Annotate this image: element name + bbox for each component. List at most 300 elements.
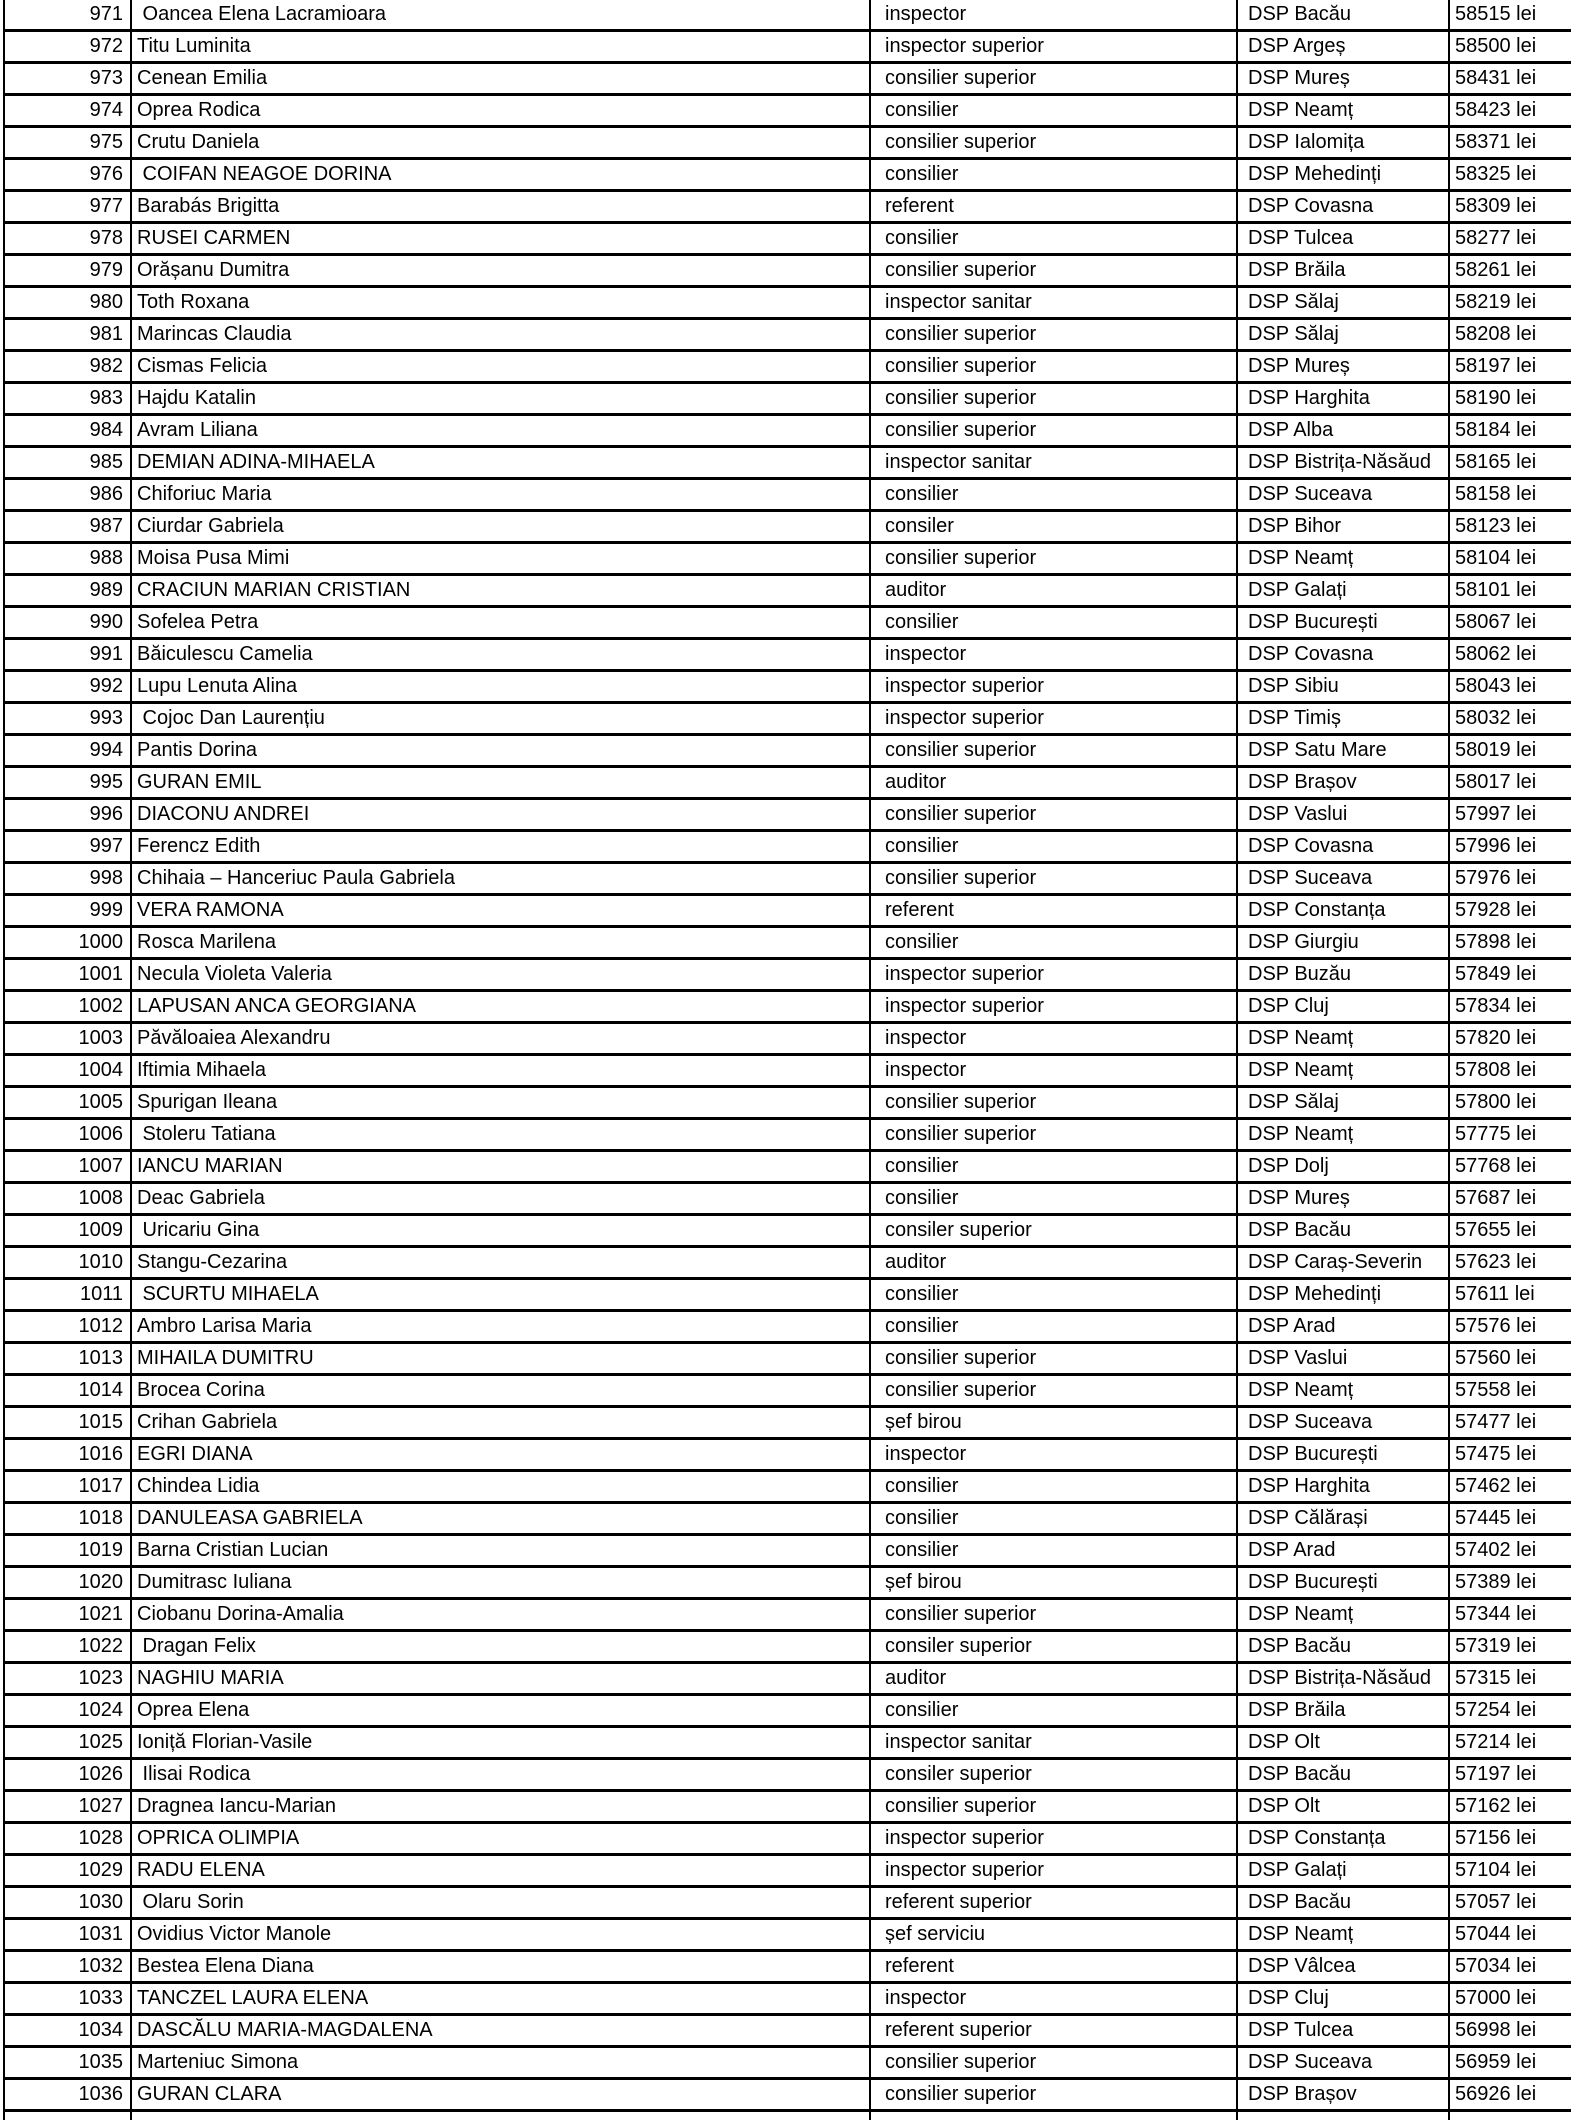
institution-cell: DSP Tulcea: [1237, 223, 1449, 255]
institution-cell: DSP Constanța: [1237, 1823, 1449, 1855]
institution-cell: DSP București: [1237, 1439, 1449, 1471]
row-number-cell: 1027: [4, 1791, 131, 1823]
salary-cell: 58309 lei: [1449, 191, 1571, 223]
salary-cell: 57000 lei: [1449, 1983, 1571, 2015]
name-cell: Oancea Elena Lacramioara: [131, 0, 870, 31]
row-number-cell: 1020: [4, 1567, 131, 1599]
institution-cell: [1237, 2111, 1449, 2120]
name-cell: Dragan Felix: [131, 1631, 870, 1663]
table-row: [4, 319, 1571, 351]
position-cell: consilier superior: [870, 2047, 1237, 2079]
salary-cell: 57976 lei: [1449, 863, 1571, 895]
table-row: [4, 1631, 1571, 1663]
institution-cell: DSP Tulcea: [1237, 2015, 1449, 2047]
institution-cell: DSP Călărași: [1237, 1503, 1449, 1535]
row-number-cell: 984: [4, 415, 131, 447]
table-row: [4, 1055, 1571, 1087]
institution-cell: DSP Ialomița: [1237, 127, 1449, 159]
table-row: [4, 1247, 1571, 1279]
table-row: [4, 1343, 1571, 1375]
name-cell: NAGHIU MARIA: [131, 1663, 870, 1695]
row-number-cell: 1018: [4, 1503, 131, 1535]
row-number-cell: 1011: [4, 1279, 131, 1311]
row-number-cell: 1013: [4, 1343, 131, 1375]
row-number-cell: 992: [4, 671, 131, 703]
position-cell: referent: [870, 191, 1237, 223]
institution-cell: DSP Covasna: [1237, 639, 1449, 671]
salary-cell: 57044 lei: [1449, 1919, 1571, 1951]
row-number-cell: 985: [4, 447, 131, 479]
row-number-cell: 999: [4, 895, 131, 927]
salary-cell: 58219 lei: [1449, 287, 1571, 319]
row-number-cell: 998: [4, 863, 131, 895]
salary-cell: 57687 lei: [1449, 1183, 1571, 1215]
position-cell: inspector: [870, 0, 1237, 31]
position-cell: consilier: [870, 1183, 1237, 1215]
name-cell: Marteniuc Simona: [131, 2047, 870, 2079]
name-cell: Crihan Gabriela: [131, 1407, 870, 1439]
name-cell: Chindea Lidia: [131, 1471, 870, 1503]
salary-cell: 57057 lei: [1449, 1887, 1571, 1919]
name-cell: Ovidius Victor Manole: [131, 1919, 870, 1951]
position-cell: auditor: [870, 575, 1237, 607]
name-cell: IANCU MARIAN: [131, 1151, 870, 1183]
table-row: [4, 1215, 1571, 1247]
name-cell: Rosca Marilena: [131, 927, 870, 959]
position-cell: consilier: [870, 1535, 1237, 1567]
salary-cell: 57560 lei: [1449, 1343, 1571, 1375]
institution-cell: DSP Sălaj: [1237, 319, 1449, 351]
name-cell: RUSEI CARMEN: [131, 223, 870, 255]
salary-cell: 58101 lei: [1449, 575, 1571, 607]
table-row: [4, 1855, 1571, 1887]
salary-cell: 57156 lei: [1449, 1823, 1571, 1855]
row-number-cell: 1029: [4, 1855, 131, 1887]
position-cell: consilier: [870, 1503, 1237, 1535]
row-number-cell: 977: [4, 191, 131, 223]
salary-cell: 57768 lei: [1449, 1151, 1571, 1183]
name-cell: Hajdu Katalin: [131, 383, 870, 415]
name-cell: Uricariu Gina: [131, 1215, 870, 1247]
name-cell: Ambro Larisa Maria: [131, 1311, 870, 1343]
institution-cell: DSP Sălaj: [1237, 287, 1449, 319]
position-cell: consilier: [870, 159, 1237, 191]
row-number-cell: 979: [4, 255, 131, 287]
name-cell: Chihaia – Hanceriuc Paula Gabriela: [131, 863, 870, 895]
salary-cell: 57214 lei: [1449, 1727, 1571, 1759]
institution-cell: DSP Suceava: [1237, 479, 1449, 511]
position-cell: referent: [870, 1951, 1237, 1983]
table-row: [4, 159, 1571, 191]
position-cell: șef birou: [870, 1407, 1237, 1439]
position-cell: [870, 2111, 1237, 2120]
table-row: [4, 863, 1571, 895]
name-cell: GURAN EMIL: [131, 767, 870, 799]
position-cell: consiler superior: [870, 1631, 1237, 1663]
salary-cell: 58500 lei: [1449, 31, 1571, 63]
salary-cell: 57775 lei: [1449, 1119, 1571, 1151]
position-cell: consilier superior: [870, 127, 1237, 159]
table-row: [4, 927, 1571, 959]
institution-cell: DSP Alba: [1237, 415, 1449, 447]
salary-cell: 57475 lei: [1449, 1439, 1571, 1471]
row-number-cell: 972: [4, 31, 131, 63]
salary-table: [3, 0, 1571, 2120]
position-cell: consilier superior: [870, 351, 1237, 383]
table-row: [4, 831, 1571, 863]
table-row: [4, 1119, 1571, 1151]
position-cell: consilier superior: [870, 735, 1237, 767]
row-number-cell: 1017: [4, 1471, 131, 1503]
name-cell: Barabás Brigitta: [131, 191, 870, 223]
institution-cell: DSP Olt: [1237, 1727, 1449, 1759]
table-row: [4, 63, 1571, 95]
position-cell: șef birou: [870, 1567, 1237, 1599]
position-cell: consilier: [870, 831, 1237, 863]
row-number-cell: 1004: [4, 1055, 131, 1087]
institution-cell: DSP Neamț: [1237, 1119, 1449, 1151]
salary-cell: 57611 lei: [1449, 1279, 1571, 1311]
row-number-cell: 1034: [4, 2015, 131, 2047]
position-cell: consilier: [870, 1151, 1237, 1183]
salary-cell: 57319 lei: [1449, 1631, 1571, 1663]
table-row: [4, 415, 1571, 447]
name-cell: Toth Roxana: [131, 287, 870, 319]
institution-cell: DSP Suceava: [1237, 2047, 1449, 2079]
name-cell: DANULEASA GABRIELA: [131, 1503, 870, 1535]
position-cell: consilier: [870, 223, 1237, 255]
salary-cell: 58165 lei: [1449, 447, 1571, 479]
position-cell: consilier: [870, 95, 1237, 127]
institution-cell: DSP București: [1237, 1567, 1449, 1599]
institution-cell: DSP Neamț: [1237, 543, 1449, 575]
institution-cell: DSP Mureș: [1237, 63, 1449, 95]
row-number-cell: 1035: [4, 2047, 131, 2079]
salary-cell: 57997 lei: [1449, 799, 1571, 831]
table-row: [4, 1951, 1571, 1983]
position-cell: consilier superior: [870, 799, 1237, 831]
table-row: [4, 1759, 1571, 1791]
position-cell: consilier superior: [870, 1087, 1237, 1119]
institution-cell: DSP Bacău: [1237, 1759, 1449, 1791]
institution-cell: DSP Bacău: [1237, 1887, 1449, 1919]
table-row: [4, 2015, 1571, 2047]
salary-cell: 58123 lei: [1449, 511, 1571, 543]
table-row: [4, 735, 1571, 767]
salary-cell: 57655 lei: [1449, 1215, 1571, 1247]
salary-cell: 57996 lei: [1449, 831, 1571, 863]
name-cell: Ilisai Rodica: [131, 1759, 870, 1791]
row-number-cell: 1023: [4, 1663, 131, 1695]
name-cell: Stoleru Tatiana: [131, 1119, 870, 1151]
position-cell: consilier: [870, 1279, 1237, 1311]
table-row: [4, 1279, 1571, 1311]
position-cell: inspector: [870, 1055, 1237, 1087]
institution-cell: DSP Arad: [1237, 1311, 1449, 1343]
table-row: [4, 479, 1571, 511]
salary-cell: 58184 lei: [1449, 415, 1571, 447]
salary-cell: 57402 lei: [1449, 1535, 1571, 1567]
salary-cell: 57344 lei: [1449, 1599, 1571, 1631]
row-number-cell: 974: [4, 95, 131, 127]
table-row: [4, 767, 1571, 799]
position-cell: consilier superior: [870, 543, 1237, 575]
table-row: [4, 447, 1571, 479]
row-number-cell: 971: [4, 0, 131, 31]
row-number-cell: 987: [4, 511, 131, 543]
table-row: [4, 543, 1571, 575]
row-number-cell: 1026: [4, 1759, 131, 1791]
institution-cell: DSP Buzău: [1237, 959, 1449, 991]
table-row: [4, 511, 1571, 543]
name-cell: DIACONU ANDREI: [131, 799, 870, 831]
table-row: [4, 639, 1571, 671]
name-cell: TANCZEL LAURA ELENA: [131, 1983, 870, 2015]
salary-cell: 58371 lei: [1449, 127, 1571, 159]
salary-cell: 57898 lei: [1449, 927, 1571, 959]
position-cell: șef serviciu: [870, 1919, 1237, 1951]
table-row: [4, 959, 1571, 991]
row-number-cell: 1031: [4, 1919, 131, 1951]
salary-cell: 58190 lei: [1449, 383, 1571, 415]
table-row: [4, 1695, 1571, 1727]
name-cell: Dragnea Iancu-Marian: [131, 1791, 870, 1823]
name-cell: Avram Liliana: [131, 415, 870, 447]
name-cell: Lupu Lenuta Alina: [131, 671, 870, 703]
table-row: [4, 1823, 1571, 1855]
name-cell: Ciurdar Gabriela: [131, 511, 870, 543]
institution-cell: DSP Vaslui: [1237, 1343, 1449, 1375]
name-cell: GURAN CLARA: [131, 2079, 870, 2111]
table-row: [4, 1023, 1571, 1055]
name-cell: Barna Cristian Lucian: [131, 1535, 870, 1567]
row-number-cell: 1006: [4, 1119, 131, 1151]
name-cell: CRACIUN MARIAN CRISTIAN: [131, 575, 870, 607]
institution-cell: DSP Covasna: [1237, 191, 1449, 223]
salary-cell: 57462 lei: [1449, 1471, 1571, 1503]
name-cell: Marincas Claudia: [131, 319, 870, 351]
row-number-cell: 1014: [4, 1375, 131, 1407]
position-cell: consilier superior: [870, 1375, 1237, 1407]
table-row: [4, 191, 1571, 223]
name-cell: Ferencz Edith: [131, 831, 870, 863]
name-cell: Brocea Corina: [131, 1375, 870, 1407]
table-row: [4, 223, 1571, 255]
salary-cell: 58431 lei: [1449, 63, 1571, 95]
name-cell: RADU ELENA: [131, 1855, 870, 1887]
salary-cell: 58019 lei: [1449, 735, 1571, 767]
institution-cell: DSP București: [1237, 607, 1449, 639]
name-cell: Oprea Rodica: [131, 95, 870, 127]
table-row: [4, 1151, 1571, 1183]
row-number-cell: 1028: [4, 1823, 131, 1855]
row-number-cell: 993: [4, 703, 131, 735]
position-cell: consilier: [870, 1471, 1237, 1503]
name-cell: DEMIAN ADINA-MIHAELA: [131, 447, 870, 479]
name-cell: Crutu Daniela: [131, 127, 870, 159]
salary-cell: 57477 lei: [1449, 1407, 1571, 1439]
row-number-cell: 994: [4, 735, 131, 767]
table-row: [4, 1599, 1571, 1631]
position-cell: consilier superior: [870, 63, 1237, 95]
table-row: [4, 2047, 1571, 2079]
row-number-cell: 1025: [4, 1727, 131, 1759]
table-row: [4, 1311, 1571, 1343]
institution-cell: DSP Brașov: [1237, 2079, 1449, 2111]
row-number-cell: 990: [4, 607, 131, 639]
table-row: [4, 575, 1571, 607]
salary-cell: 57197 lei: [1449, 1759, 1571, 1791]
salary-cell: 57104 lei: [1449, 1855, 1571, 1887]
table-row: [4, 1183, 1571, 1215]
name-cell: OPRICA OLIMPIA: [131, 1823, 870, 1855]
name-cell: Păvăloaiea Alexandru: [131, 1023, 870, 1055]
row-number-cell: 1016: [4, 1439, 131, 1471]
institution-cell: DSP Galați: [1237, 575, 1449, 607]
salary-cell: 57800 lei: [1449, 1087, 1571, 1119]
name-cell: VERA RAMONA: [131, 895, 870, 927]
row-number-cell: 1003: [4, 1023, 131, 1055]
salary-cell: 57315 lei: [1449, 1663, 1571, 1695]
salary-cell: 58423 lei: [1449, 95, 1571, 127]
table-row: [4, 703, 1571, 735]
row-number-cell: 1036: [4, 2079, 131, 2111]
position-cell: inspector sanitar: [870, 447, 1237, 479]
table-row: [4, 1535, 1571, 1567]
row-number-cell: 986: [4, 479, 131, 511]
institution-cell: DSP Olt: [1237, 1791, 1449, 1823]
position-cell: consilier superior: [870, 415, 1237, 447]
salary-cell: 58067 lei: [1449, 607, 1571, 639]
row-number-cell: 1024: [4, 1695, 131, 1727]
row-number-cell: 978: [4, 223, 131, 255]
row-number-cell: 997: [4, 831, 131, 863]
table-row: [4, 799, 1571, 831]
salary-table-body: [4, 0, 1571, 2120]
table-row: [4, 1471, 1571, 1503]
name-cell: Oprea Elena: [131, 1695, 870, 1727]
row-number-cell: 1019: [4, 1535, 131, 1567]
institution-cell: DSP Brașov: [1237, 767, 1449, 799]
table-row: [4, 255, 1571, 287]
institution-cell: DSP Brăila: [1237, 255, 1449, 287]
name-cell: [131, 2111, 870, 2120]
name-cell: Bestea Elena Diana: [131, 1951, 870, 1983]
salary-cell: 58104 lei: [1449, 543, 1571, 575]
institution-cell: DSP Caraș-Severin: [1237, 1247, 1449, 1279]
institution-cell: DSP Mureș: [1237, 351, 1449, 383]
salary-cell: 58043 lei: [1449, 671, 1571, 703]
salary-cell: 57576 lei: [1449, 1311, 1571, 1343]
position-cell: inspector: [870, 1439, 1237, 1471]
table-row: [4, 383, 1571, 415]
table-row: [4, 607, 1571, 639]
table-row: [4, 1439, 1571, 1471]
position-cell: auditor: [870, 767, 1237, 799]
name-cell: EGRI DIANA: [131, 1439, 870, 1471]
row-number-cell: 976: [4, 159, 131, 191]
table-row: [4, 1919, 1571, 1951]
position-cell: referent superior: [870, 1887, 1237, 1919]
name-cell: Stangu-Cezarina: [131, 1247, 870, 1279]
position-cell: consilier superior: [870, 1791, 1237, 1823]
position-cell: consiler superior: [870, 1759, 1237, 1791]
name-cell: Deac Gabriela: [131, 1183, 870, 1215]
institution-cell: DSP Mureș: [1237, 1183, 1449, 1215]
institution-cell: DSP Bihor: [1237, 511, 1449, 543]
row-number-cell: 989: [4, 575, 131, 607]
institution-cell: DSP Bacău: [1237, 1215, 1449, 1247]
salary-cell: 58017 lei: [1449, 767, 1571, 799]
salary-cell: 58158 lei: [1449, 479, 1571, 511]
salary-cell: 57623 lei: [1449, 1247, 1571, 1279]
table-row: [4, 1375, 1571, 1407]
table-row: [4, 351, 1571, 383]
salary-cell: 57162 lei: [1449, 1791, 1571, 1823]
row-number-cell: 1012: [4, 1311, 131, 1343]
row-number-cell: 1015: [4, 1407, 131, 1439]
position-cell: auditor: [870, 1663, 1237, 1695]
row-number-cell: 1033: [4, 1983, 131, 2015]
salary-cell: 58515 lei: [1449, 0, 1571, 31]
institution-cell: DSP Neamț: [1237, 95, 1449, 127]
institution-cell: DSP Galați: [1237, 1855, 1449, 1887]
table-row: [4, 31, 1571, 63]
institution-cell: DSP Neamț: [1237, 1023, 1449, 1055]
name-cell: DASCĂLU MARIA-MAGDALENA: [131, 2015, 870, 2047]
table-row: [4, 1983, 1571, 2015]
institution-cell: DSP Argeș: [1237, 31, 1449, 63]
salary-cell: 56998 lei: [1449, 2015, 1571, 2047]
table-row: [4, 2079, 1571, 2111]
name-cell: Olaru Sorin: [131, 1887, 870, 1919]
name-cell: Ciobanu Dorina-Amalia: [131, 1599, 870, 1631]
table-row: [4, 287, 1571, 319]
salary-cell: 57034 lei: [1449, 1951, 1571, 1983]
table-row: [4, 671, 1571, 703]
row-number-cell: 975: [4, 127, 131, 159]
salary-cell: 57558 lei: [1449, 1375, 1571, 1407]
salary-cell: 58277 lei: [1449, 223, 1571, 255]
position-cell: consilier: [870, 1311, 1237, 1343]
institution-cell: DSP Bacău: [1237, 0, 1449, 31]
name-cell: Pantis Dorina: [131, 735, 870, 767]
position-cell: inspector sanitar: [870, 287, 1237, 319]
row-number-cell: 1001: [4, 959, 131, 991]
name-cell: MIHAILA DUMITRU: [131, 1343, 870, 1375]
institution-cell: DSP Bacău: [1237, 1631, 1449, 1663]
table-row: [4, 991, 1571, 1023]
position-cell: consilier superior: [870, 1119, 1237, 1151]
position-cell: inspector superior: [870, 991, 1237, 1023]
institution-cell: DSP Sălaj: [1237, 1087, 1449, 1119]
row-number-cell: 983: [4, 383, 131, 415]
row-number-cell: 1008: [4, 1183, 131, 1215]
institution-cell: DSP Bistrița-Năsăud: [1237, 447, 1449, 479]
row-number-cell: 973: [4, 63, 131, 95]
row-number-cell: 1005: [4, 1087, 131, 1119]
name-cell: Orășanu Dumitra: [131, 255, 870, 287]
institution-cell: DSP Constanța: [1237, 895, 1449, 927]
row-number-cell: 995: [4, 767, 131, 799]
table-row: [4, 1791, 1571, 1823]
position-cell: inspector superior: [870, 1855, 1237, 1887]
position-cell: consilier: [870, 927, 1237, 959]
institution-cell: DSP Suceava: [1237, 863, 1449, 895]
salary-cell: 58208 lei: [1449, 319, 1571, 351]
salary-cell: [1449, 2111, 1571, 2120]
name-cell: LAPUSAN ANCA GEORGIANA: [131, 991, 870, 1023]
